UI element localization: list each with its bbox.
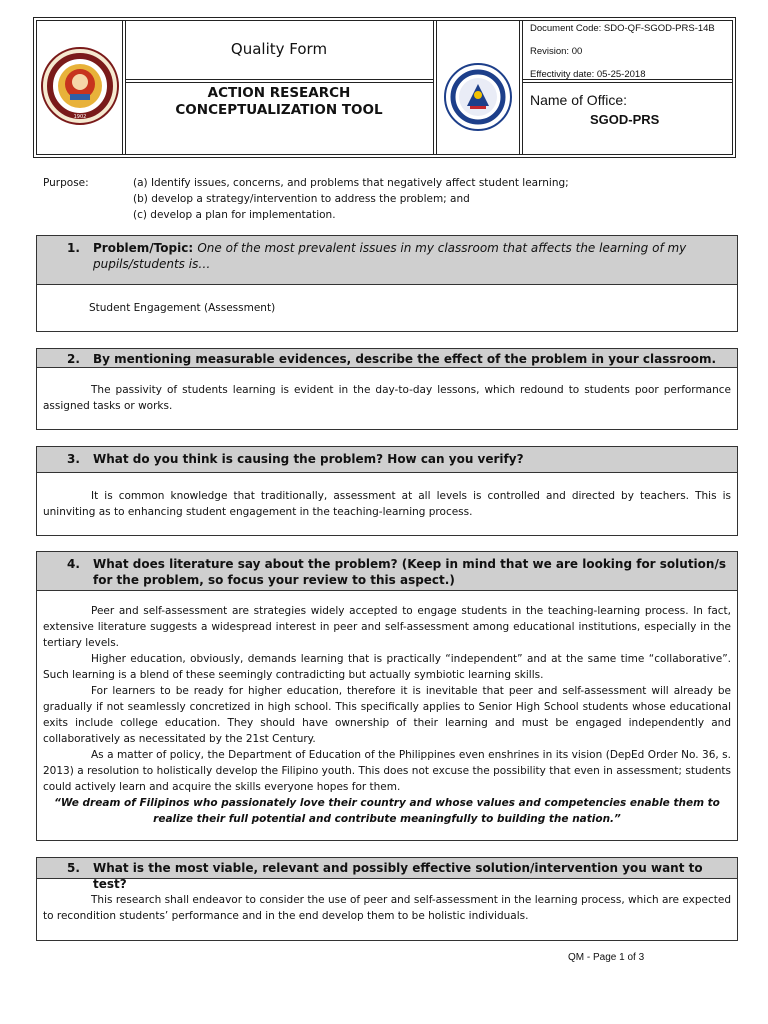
answer-text: It is common knowledge that traditionally, assessment at all levels is controlled and directed by teachers. This is uninviting as to enhancing student engagement in the teaching-learning process. [43,490,731,518]
revision-number: Revision: 00 [530,46,583,57]
section-title [69,240,727,272]
office-label: Name of Office: [530,92,628,108]
section-3-answer [36,473,738,536]
document-title-line: CONCEPTUALIZATION TOOL [175,102,383,118]
section-2-answer [36,368,738,430]
section-number: 3. [67,452,80,466]
office-value: SGOD-PRS [590,112,660,127]
header-divider [522,20,523,155]
section-5-answer [36,879,738,941]
section-2-header [36,348,738,368]
section-4-answer [36,591,738,841]
purpose-label: Purpose: [43,177,89,189]
vision-quote-line: realize their full potential and contribute meaningfully to building the nation.” [153,813,621,825]
section-title-italic: One of the most prevalent issues in my classroom that affects the learning of my pupils/students is… [93,241,687,271]
section-title: What do you think is causing the problem? How can you verify? [93,452,524,466]
document-title-line: ACTION RESEARCH [207,85,351,101]
answer-text: Student Engagement (Assessment) [89,302,276,314]
section-3-header [36,446,738,473]
literature-paragraph: Peer and self-assessment are strategies widely accepted to engage students in the teaching-learning process. In fact, extensive literature suggests a widespread interest in peer and self-assessment among educational institutions, especially in the tertiary levels. [43,605,731,649]
effectivity-date: Effectivity date: 05-25-2018 [530,69,646,80]
section-title: What is the most viable, relevant and possibly effective solution/intervention you want to test? [93,861,703,891]
document-code: Document Code: SDO-QF-SGOD-PRS-14B [530,23,715,34]
header-divider [436,20,437,155]
section-title: What does literature say about the problem? (Keep in mind that we are looking for solution/s for the problem, so focus your review to this aspect.) [93,557,726,587]
purpose-item: (a) Identify issues, concerns, and problems that negatively affect student learning; [133,177,569,189]
section-5-header [36,857,738,891]
section-number: 2. [67,352,80,366]
document-title [124,85,434,119]
purpose-list [133,175,653,223]
literature-paragraph: Higher education, obviously, demands learning that is practically “independent” and at the same time “collaborative”. Such learning is a blend of these seemingly contradicting but actually symbiotic learning skills. [43,653,731,681]
section-1-answer [36,285,738,332]
section-1-header [36,235,738,285]
deped-seal-logo [443,62,513,136]
division-seal-logo [40,46,120,130]
page-footer: QM - Page 1 of 3 [568,952,645,963]
purpose-item: (c) develop a plan for implementation. [133,209,336,221]
section-4-header [36,551,738,591]
section-number: 5. [67,861,80,875]
purpose-item: (b) develop a strategy/intervention to address the problem; and [133,193,470,205]
answer-text: This research shall endeavor to consider the use of peer and self-assessment in the learning process, which are expected to recondition students’ performance and in the end develop them to be holistic individuals. [43,894,731,922]
header-divider [519,20,520,155]
header-divider [122,20,123,155]
header-divider [125,79,434,80]
section-number: 4. [67,557,80,571]
svg-text:1902: 1902 [73,114,87,120]
section-number: 1. [67,241,80,255]
vision-quote-line: “We dream of Filipinos who passionately love their country and whose values and competencies enable them to [54,797,720,809]
section-title-bold: Problem/Topic: [93,241,194,255]
answer-text: The passivity of students learning is evident in the day-to-day lessons, which redound to students poor performance assigned tasks or works. [43,384,731,412]
form-title: Quality Form [230,40,328,58]
literature-paragraph: For learners to be ready for higher education, therefore it is inevitable that peer and self-assessment will already be gradually if not seamlessly concretized in high school. This specifically applies to Senior High School students whose educational exits include college education. They should have ownership of their learning and must be engaged independently and collaboratively as necessitated by the 21st Century. [43,685,731,745]
header-divider [125,82,434,83]
literature-paragraph: As a matter of policy, the Department of Education of the Philippines even enshrines in its vision (DepEd Order No. 36, s. 2013) a resolution to holistically develop the Filipino youth. This does not excuse the possibility that even in assessment; students could actively learn and acquire the skills everyone hopes for them. [43,749,731,793]
header-divider [522,82,733,83]
section-title: By mentioning measurable evidences, describe the effect of the problem in your classroom. [93,352,717,366]
